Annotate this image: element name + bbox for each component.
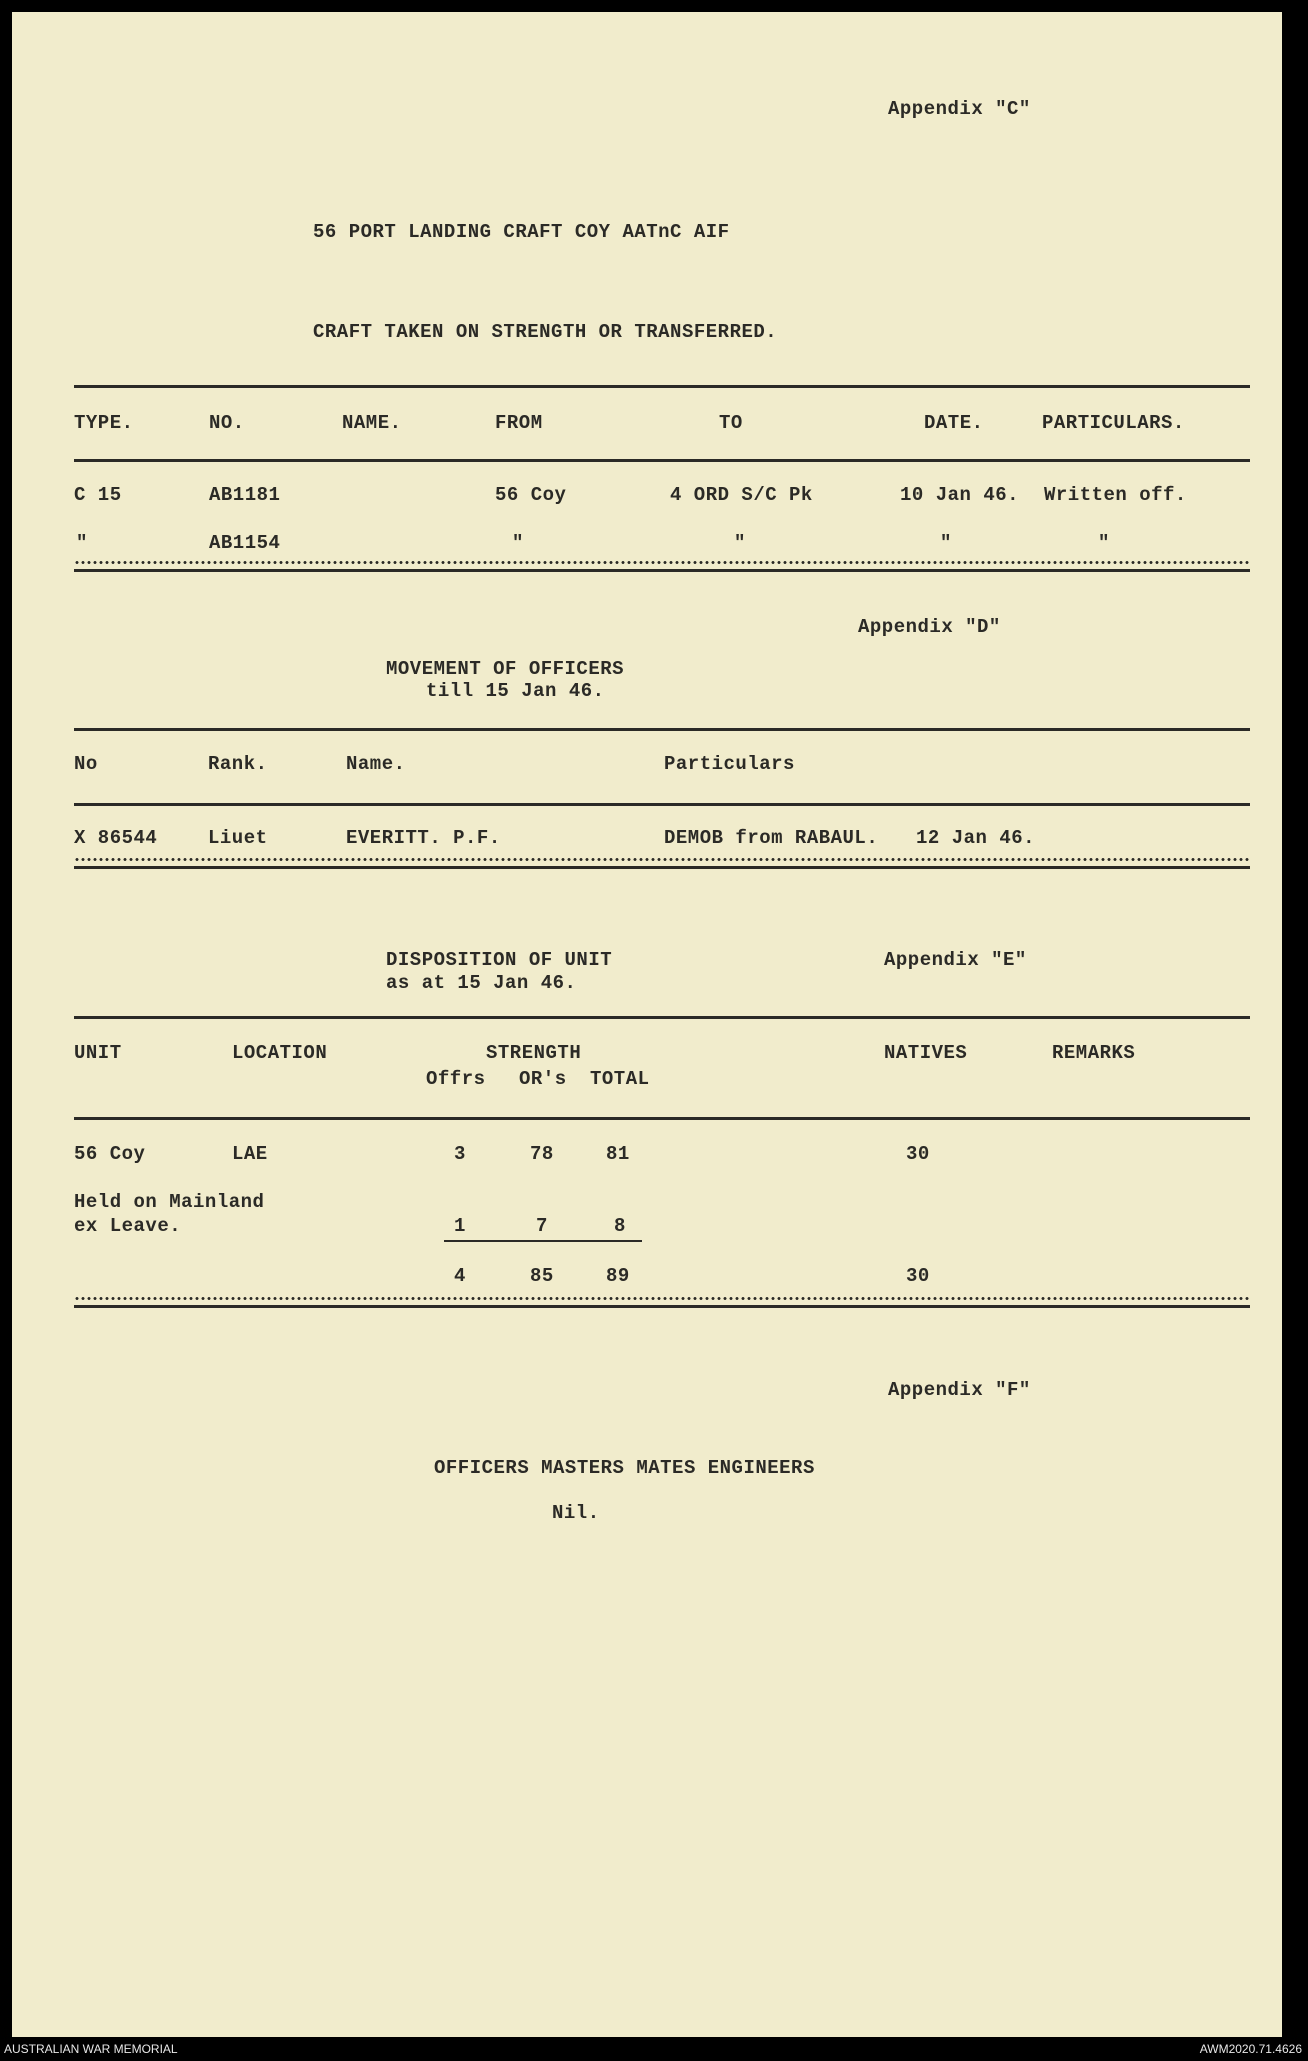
rule xyxy=(74,1305,1250,1308)
table-cell: 81 xyxy=(606,1143,630,1165)
col-header-to: TO xyxy=(719,412,743,434)
table-cell: AB1181 xyxy=(209,484,281,506)
table-cell: " xyxy=(940,532,952,554)
table-cell: Held on Mainland xyxy=(74,1191,265,1213)
appendix-c-label: Appendix "C" xyxy=(888,98,1031,120)
rule xyxy=(74,728,1250,731)
col-header-particulars: Particulars xyxy=(664,753,795,775)
table-cell: 85 xyxy=(530,1265,554,1287)
nil-value: Nil. xyxy=(552,1502,600,1524)
col-header-ors: OR's xyxy=(519,1068,567,1090)
table-cell: EVERITT. P.F. xyxy=(346,827,501,849)
rule xyxy=(74,803,1250,806)
section-title-craft: CRAFT TAKEN ON STRENGTH OR TRANSFERRED. xyxy=(313,321,778,343)
footer-bar xyxy=(0,2037,1308,2061)
unit-title: 56 PORT LANDING CRAFT COY AATnC AIF xyxy=(313,221,730,243)
col-header-location: LOCATION xyxy=(232,1042,328,1064)
table-cell: " xyxy=(1098,532,1110,554)
table-cell: ex Leave. xyxy=(74,1215,182,1237)
col-header-name: NAME. xyxy=(342,412,402,434)
table-cell: DEMOB from RABAUL. xyxy=(664,827,879,849)
col-header-total: TOTAL xyxy=(590,1068,650,1090)
col-header-from: FROM xyxy=(495,412,543,434)
table-cell: 89 xyxy=(606,1265,630,1287)
table-cell: AB1154 xyxy=(209,532,281,554)
rule xyxy=(74,459,1250,462)
table-cell: 12 Jan 46. xyxy=(916,827,1036,849)
table-cell: LAE xyxy=(232,1143,268,1165)
rule xyxy=(74,1016,1250,1019)
col-header-strength: STRENGTH xyxy=(486,1042,582,1064)
col-header-particulars: PARTICULARS. xyxy=(1042,412,1185,434)
table-cell: 8 xyxy=(614,1215,626,1237)
appendix-d-label: Appendix "D" xyxy=(858,616,1001,638)
col-header-rank: Rank. xyxy=(208,753,268,775)
table-cell: 7 xyxy=(536,1215,548,1237)
col-header-date: DATE. xyxy=(924,412,984,434)
appendix-f-label: Appendix "F" xyxy=(888,1379,1031,1401)
table-cell: 10 Jan 46. xyxy=(900,484,1020,506)
dotted-rule xyxy=(74,560,1250,565)
appendix-e-label: Appendix "E" xyxy=(884,949,1027,971)
footer-credit: AUSTRALIAN WAR MEMORIAL xyxy=(4,2042,178,2056)
table-cell: 30 xyxy=(906,1143,930,1165)
footer-accession: AWM2020.71.4626 xyxy=(1199,2042,1302,2056)
col-header-remarks: REMARKS xyxy=(1052,1042,1136,1064)
rule xyxy=(74,1117,1250,1120)
table-cell: 4 xyxy=(454,1265,466,1287)
col-header-unit: UNIT xyxy=(74,1042,122,1064)
movement-title: MOVEMENT OF OFFICERS xyxy=(386,658,625,680)
table-cell: 4 ORD S/C Pk xyxy=(670,484,813,506)
col-header-type: TYPE. xyxy=(74,412,134,434)
col-header-name: Name. xyxy=(346,753,406,775)
table-cell: 3 xyxy=(454,1143,466,1165)
disposition-subtitle: as at 15 Jan 46. xyxy=(386,972,577,994)
table-cell: Written off. xyxy=(1044,484,1187,506)
col-header-offrs: Offrs xyxy=(426,1068,486,1090)
table-cell: 30 xyxy=(906,1265,930,1287)
table-cell: C 15 xyxy=(74,484,122,506)
table-cell: 78 xyxy=(530,1143,554,1165)
col-header-natives: NATIVES xyxy=(884,1042,968,1064)
subtotal-rule xyxy=(444,1240,642,1242)
movement-subtitle: till 15 Jan 46. xyxy=(426,680,605,702)
disposition-title: DISPOSITION OF UNIT xyxy=(386,949,613,971)
table-cell: X 86544 xyxy=(74,827,158,849)
table-cell: 56 Coy xyxy=(74,1143,146,1165)
table-cell: 1 xyxy=(454,1215,466,1237)
table-cell: " xyxy=(512,532,524,554)
rule xyxy=(74,866,1250,869)
col-header-no: No xyxy=(74,753,98,775)
document-page xyxy=(12,12,1282,2037)
table-cell: " xyxy=(76,532,88,554)
officers-title: OFFICERS MASTERS MATES ENGINEERS xyxy=(434,1457,815,1479)
col-header-no: NO. xyxy=(209,412,245,434)
table-cell: 56 Coy xyxy=(495,484,567,506)
rule xyxy=(74,569,1250,572)
table-cell: Liuet xyxy=(208,827,268,849)
dotted-rule xyxy=(74,1296,1250,1301)
dotted-rule xyxy=(74,857,1250,862)
rule xyxy=(74,385,1250,388)
table-cell: " xyxy=(734,532,746,554)
